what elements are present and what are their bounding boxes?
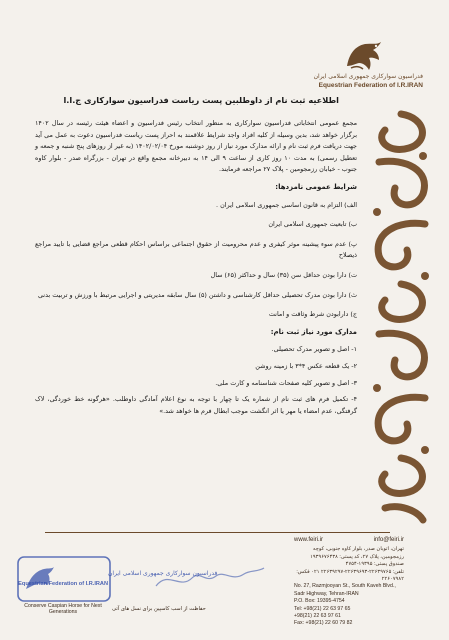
address-en: No. 27, Razmjooyan St., South Kaveh Blvd., Sadr Highway, Tehran-IRAN	[294, 583, 396, 597]
email-link[interactable]: info@feiri.ir	[373, 537, 404, 543]
stamp-text-en: Equestrian Federation of I.R.IRAN	[18, 581, 108, 587]
condition-item: الف) التزام به قانون اساسی جمهوری اسلامی ایران .	[216, 200, 357, 209]
pobox-fa: صندوق پستی: ۱۹۳۹۵-۴۷۵۴	[345, 561, 404, 568]
announcement-body	[35, 118, 357, 422]
document-item: ۱- اصل و تصویر مدرک تحصیلی.	[271, 345, 357, 354]
phones-fa: تلفن: ۲۲۶۳۹۷۶۵-۲۲۶۳۹۶۹۳-۲۲۶۳۹۲۹۷ ۰۲۱ فکس: ۲۲۶۰۷۹۸۲	[296, 568, 404, 583]
pobox-en: P.O. Box: 19395-4754	[294, 598, 345, 605]
org-name-en: Equestrian Federation of I.R.IRAN	[318, 82, 423, 89]
stamp-text-fa: فدراسیون سوارکاری جمهوری اسلامی ایران	[108, 570, 218, 577]
document-item: ۴- تکمیل فرم های ثبت نام از شماره یک تا چهار با توجه به نوع اعلام آمادگی داوطلب. «هرگونه خط خوردگی، لاک گرفتگی، عدم امضاء یا مهر یا اثر انگشت موجب ابطال فرم ها خواهد شد.»	[35, 395, 357, 415]
phone-number-2: +98(21) 22 63 97 61	[294, 613, 341, 620]
document-item: ۲- یک قطعه عکس ۴*۳ با زمینه روشن	[255, 361, 357, 370]
condition-item: ب) تابعیت جمهوری اسلامی ایران	[268, 220, 357, 229]
documents-heading: مدارک مورد نیاز ثبت نام:	[270, 327, 357, 336]
website-link[interactable]: www.feiri.ir	[294, 537, 324, 543]
conditions-heading: شرایط عمومی نامزدها:	[275, 182, 357, 191]
fax-number: Fax: +98(21) 22 60 79 82	[294, 620, 353, 627]
contact-block	[294, 537, 404, 628]
condition-item: پ) عدم سوء پیشینه موثر کیفری و عدم محرومیت از حقوق اجتماعی براساس احکام قطعی مراجع قضایی با تایید مراجع ذیصلاح	[35, 239, 357, 260]
ornamental-band-icon	[365, 108, 437, 526]
org-name-fa: فدراسیون سوارکاری جمهوری اسلامی ایران	[313, 73, 423, 80]
caspian-slogan-fa: حفاظت از اسب کاسپین برای نسل های آتی	[112, 606, 206, 612]
federation-stamp-icon	[16, 555, 218, 603]
signature-icon	[150, 560, 270, 598]
phone-number: Tel: +98(21) 22 63 97 65	[294, 605, 351, 612]
intro-paragraph: مجمع عمومی انتخاباتی فدراسیون سوارکاری به منظور انتخاب رئیس فدراسیون و اعضاء هیئت رئیسه در سال ۱۴۰۲ برگزار خواهد شد، بدین وسیله از کلیه افراد واجد شرایط علاقمند به احراز پست ریاست فدراسیون دعوت به عمل می آید جهت دریافت فرم ثبت نام و ارائه مدارک مورد نیاز از روز دوشنبه مورخ ۱۴۰۲/۰۲/۰۴ (به غیر از روزهای پنج شنبه و جمعه و تعطیل رسمی) به مدت ۱۰ روز کاری از ساعت ۹ الی ۱۴ به دبیرخانه مجمع واقع در تهران - بزرگراه صدر - بلوار کاوه جنوب - خیابان رزمجومین - پلاک ۲۷ مراجعه فرمایند.	[35, 119, 358, 174]
condition-item: ج) دارابودن شرط وثاقت و امانت	[268, 310, 357, 319]
horse-logo-icon	[341, 36, 389, 76]
document-item: ۳- اصل و تصویر کلیه صفحات شناسنامه و کارت ملی.	[215, 378, 357, 387]
condition-item: ث) دارا بودن مدرک تحصیلی حداقل کارشناسی و داشتن (۵) سال سابقه مدیریتی و اجرایی مرتبط با ورزش و تربیت بدنی	[37, 290, 357, 299]
announcement-title: اطلاعیه ثبت نام از داوطلبین پست ریاست فدراسیون سوارکاری ج.ا.ا	[63, 95, 339, 105]
address-fa: تهران، اتوبان صدر، بلوار کاوه جنوبی، کوچه رزمجومین، پلاک ۲۷، کد پستی: ۱۹۳۹۶۷۶۴۳۸	[310, 546, 404, 560]
caspian-slogan-en: Conserve Caspian Horse for Next Generations	[24, 603, 102, 616]
condition-item: ت) دارا بودن حداقل سن (۳۵) سال و حداکثر (۶۵) سال	[210, 270, 357, 279]
footer-divider	[45, 532, 390, 533]
